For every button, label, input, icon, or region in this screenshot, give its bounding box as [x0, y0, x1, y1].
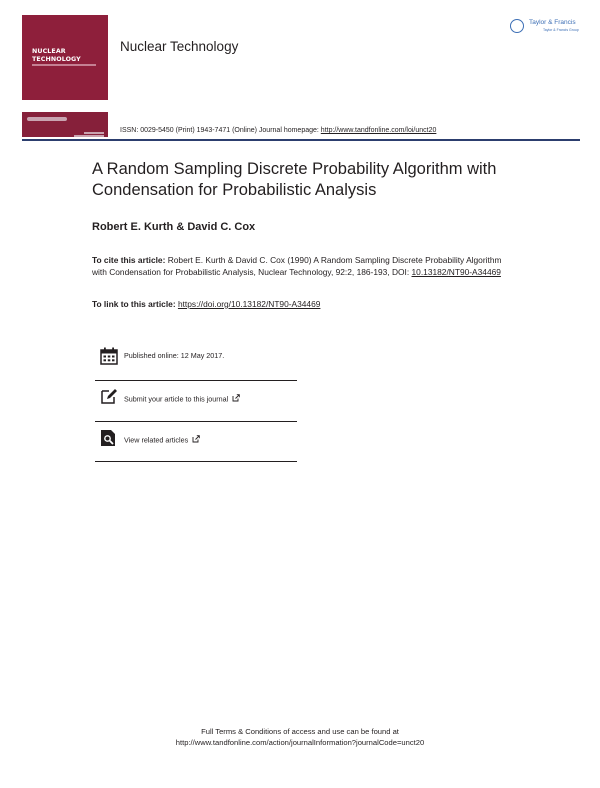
journal-homepage-link[interactable]: http://www.tandfonline.com/loi/unct20 — [320, 127, 437, 134]
journal-name: Nuclear Technology — [120, 39, 239, 54]
action-divider — [95, 380, 297, 381]
header-divider — [22, 139, 580, 141]
footer — [100, 726, 500, 748]
citation-doi-link[interactable]: 10.13182/NT90-A34469 — [411, 266, 501, 277]
issn-text: ISSN: 0029-5450 (Print) 1943-7471 (Online) Journal homepage: — [120, 127, 321, 134]
citation-label: To cite this article: — [92, 255, 166, 265]
article-title: A Random Sampling Discrete Probability Algorithm with Condensation for Probabilistic Analysis — [92, 160, 497, 199]
cover-title — [32, 48, 81, 63]
publisher-logo[interactable] — [510, 17, 586, 37]
footer-terms-text: Full Terms & Conditions of access and use can be found at — [201, 727, 399, 736]
publisher-logo-icon — [510, 19, 524, 33]
submit-article-link[interactable] — [124, 394, 240, 404]
footer-terms-link[interactable]: http://www.tandfonline.com/action/journalInformation?journalCode=unct20 — [175, 738, 425, 747]
cover-publisher-logo — [27, 117, 67, 121]
cover-subtitle-rule — [32, 64, 96, 66]
external-link-icon — [192, 435, 200, 443]
published-online-date: Published online: 12 May 2017. — [124, 351, 225, 360]
related-articles-icon — [100, 429, 118, 447]
cover-white-band — [22, 100, 108, 112]
view-related-articles-link[interactable] — [124, 435, 200, 445]
journal-cover-image — [22, 15, 108, 137]
article-doi-url[interactable]: https://doi.org/10.13182/NT90-A34469 — [177, 299, 321, 309]
cover-fine-print — [84, 132, 104, 134]
issn-line — [120, 127, 436, 134]
view-related-articles-label: View related articles — [124, 435, 189, 445]
publisher-logo-text: Taylor & Francis — [529, 19, 576, 26]
article-authors: Robert E. Kurth & David C. Cox — [92, 221, 256, 233]
publisher-logo-subtext: Taylor & Francis Group — [543, 28, 579, 32]
action-divider — [95, 461, 297, 462]
action-divider — [95, 421, 297, 422]
cover-fine-print — [74, 135, 104, 137]
citation-text: Robert E. Kurth & David C. Cox (1990) A Random Sampling Discrete Probability Algorithm with Condensation for Probabilistic Analysis, Nuclear Technology, 92:2, 186-193, DOI: — [92, 255, 502, 277]
submit-article-label: Submit your article to this journal — [124, 394, 229, 404]
cover-title-line1: NUCLEAR — [32, 48, 66, 55]
calendar-icon — [100, 347, 118, 365]
edit-icon — [100, 387, 118, 405]
article-link-label: To link to this article: — [92, 299, 178, 309]
citation-block — [92, 255, 512, 279]
cover-title-line2: TECHNOLOGY — [32, 55, 81, 63]
external-link-icon — [232, 394, 240, 402]
article-link-line — [92, 299, 320, 309]
